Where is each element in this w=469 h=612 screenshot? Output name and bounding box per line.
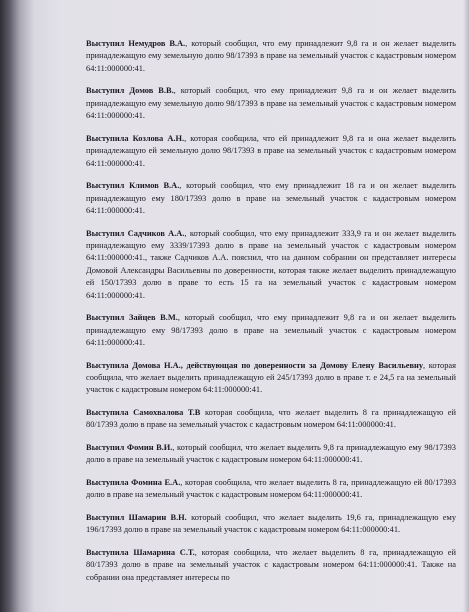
speaker-paragraph	[86, 360, 456, 397]
paragraph-text: , который сообщил, что ему принадлежит 9,8 га и он желает выделить принадлежащую ему земельную долю 98/17393 в праве на земельный участок с кадастровым номером 64:11:000000:41.	[86, 39, 456, 73]
speaker-paragraph	[86, 442, 456, 467]
paragraph-text: , которая сообщила, что желает выделить принадлежащую ей 245/17393 долю в праве т. е 24,5 га на земельный участок с кадастровым номером 64:11:000000:41.	[86, 360, 456, 395]
paragraph-text: , которая сообщила, что желает выделить 8 га, принадлежащую ей 80/17393 долю в праве на земельный участок с кадастровым номером 64:11:000000:41. Также на собрании она представляет интересы по	[86, 548, 456, 582]
speaker-name: Выступила Самохвалова Т.В	[86, 408, 201, 418]
speaker-paragraph	[86, 85, 456, 122]
speaker-paragraph	[86, 38, 456, 75]
document-body	[86, 38, 456, 594]
paragraph-text: , который сообщил, что желает выделить 9,8 га принадлежащую ему 98/17393 долю в праве на земельный участок с кадастровым номером 64:11:000000:41.	[86, 443, 456, 465]
speaker-paragraph	[86, 512, 456, 537]
paragraph-text: , которая сообщила, что ей принадлежит 9,8 га и она желает выделить принадлежащую ей земельную долю 98/17393 в праве на земельный участок с кадастровым номером 64:11:000000:41.	[86, 133, 456, 168]
speaker-name: Выступила Фомина Е.А.	[86, 478, 181, 488]
scan-edge-shadow	[463, 0, 469, 612]
speaker-name: Выступил Шамарин В.Н.	[86, 513, 187, 523]
paragraph-text: , который сообщил, что ему принадлежит 333,9 га и он желает выделить принадлежащую ему 3339/17393 долю в праве на земельный участок с кадастровым номером 64:11:000000:41., также Садчиков А.А. пояснил, что на данном собрании он представляет интересы Домовой Александры Васильевны по доверенности, которая также желает выделить принадлежащую ей 150/17393 долю в праве то есть 15 га на земельный участок с кадастровым номером 64:11:000000:41.	[86, 228, 457, 300]
speaker-paragraph	[86, 180, 456, 217]
paragraph-text: , которая сообщила, что желает выделить 8 га, принадлежащую ей 80/17393 долю в праве на земельный участок с кадастровым номером 64:11:000000:41.	[86, 478, 457, 500]
speaker-paragraph	[86, 312, 456, 349]
paragraph-text: который сообщил, что желает выделить 19,6 га, принадлежащую ему 196/17393 долю в праве на земельный участок с кадастровым номером 64:11:000000:41.	[86, 513, 457, 535]
speaker-name: Выступила Козлова А.Н.	[86, 133, 185, 143]
speaker-name: Выступила Домова Н.А., действующая по доверенности за Домову Елену Васильевну	[86, 360, 424, 370]
speaker-paragraph	[86, 547, 456, 584]
paragraph-text: , который сообщил, что ему принадлежит 9,8 га и он желает выделить принадлежащую ему 98/17393 долю в праве на земельный участок с кадастровым номером 64:11:000000:41.	[86, 313, 456, 348]
speaker-name: Выступил Зайцев В.М.	[86, 313, 178, 323]
speaker-paragraph	[86, 228, 456, 302]
speaker-paragraph	[86, 133, 456, 170]
speaker-name: Выступил Фомин В.И.	[86, 443, 173, 453]
paragraph-text: , который сообщил, что ему принадлежит 18 га и он желает выделить принадлежащую ему 180/17393 долю в праве на земельный участок с кадастровым номером 64:11:000000:41.	[86, 181, 456, 216]
paragraph-text: которая сообщила, что желает выделить 8 га принадлежащую ей 80/17393 долю в праве на земельный участок с кадастровым номером 64:11:000000:41.	[86, 408, 457, 430]
speaker-paragraph	[86, 407, 456, 432]
speaker-name: Выступил Садчиков А.А.	[86, 228, 185, 238]
speaker-paragraph	[86, 477, 456, 502]
speaker-name: Выступила Шамарина С.Т.	[86, 548, 195, 558]
paragraph-text: , который сообщил, что ему принадлежит 9,8 га и он желает выделить принадлежащую ему земельную долю 98/17393 в праве на земельный участок с кадастровым номером 64:11:000000:41.	[86, 86, 456, 121]
speaker-name: Выступил Домов В.В.	[86, 86, 174, 96]
speaker-name: Выступил Климов В.А.	[86, 181, 180, 191]
speaker-name: Выступил Немудров В.А.	[86, 39, 186, 48]
